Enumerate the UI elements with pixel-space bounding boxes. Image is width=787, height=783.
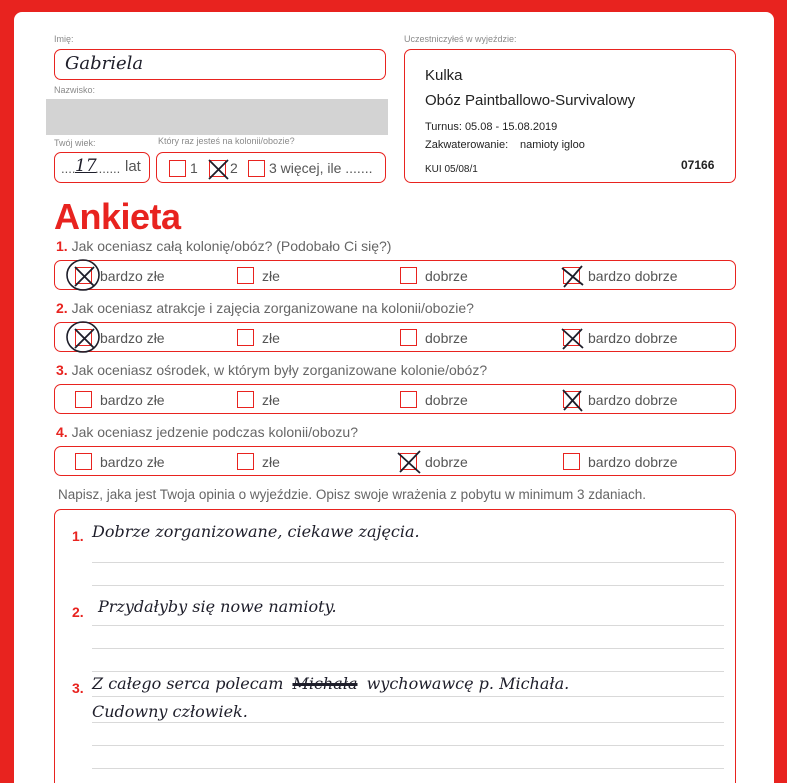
q4-checkbox-bardzo-zle[interactable] (75, 453, 92, 470)
participant-line2: Obóz Paintballowo-Survivalowy (425, 92, 636, 109)
q2-option-zle: złe (262, 330, 280, 346)
comment-2-number: 2. (72, 604, 84, 620)
question-3-text (56, 362, 487, 378)
q3-checkbox-bardzo-zle[interactable] (75, 391, 92, 408)
q1-checkbox-zle[interactable] (237, 267, 254, 284)
participant-number: 07166 (681, 158, 715, 172)
times-checkbox-2[interactable] (209, 160, 226, 177)
participant-code: KUI 05/08/1 (425, 164, 478, 175)
participant-line1: Kulka (425, 67, 463, 84)
question-3-label: Jak oceniasz ośrodek, w którym były zorganizowane kolonie/obóz? (71, 362, 488, 378)
q2-option-dobrze: dobrze (425, 330, 468, 346)
q4-option-bardzo-dobrze: bardzo dobrze (588, 454, 678, 470)
name-value: Gabriela (65, 53, 144, 74)
participant-box (404, 49, 736, 183)
q3-checkbox-dobrze[interactable] (400, 391, 417, 408)
comment-3-text-end: wychowawcę p. Michała. (366, 674, 570, 693)
ruled-line (92, 625, 724, 626)
q2-checkbox-dobrze[interactable] (400, 329, 417, 346)
check-x-icon (561, 389, 584, 412)
ruled-line (92, 745, 724, 746)
age-field[interactable] (54, 152, 150, 183)
comment-3-text-start: Z całego serca polecam (92, 674, 284, 693)
ruled-line (92, 562, 724, 563)
times-checkbox-1[interactable] (169, 160, 186, 177)
comment-3-text (92, 674, 569, 693)
comment-3-number: 3. (72, 680, 84, 696)
times-option-3: 3 więcej, ile ....... (269, 160, 373, 176)
hand-circle-icon (65, 319, 105, 355)
check-x-icon (207, 158, 230, 181)
times-option-2: 2 (230, 160, 238, 176)
q1-option-dobrze: dobrze (425, 268, 468, 284)
q4-option-zle: złe (262, 454, 280, 470)
q4-checkbox-dobrze[interactable] (400, 453, 417, 470)
name-label: Imię: (54, 34, 74, 44)
q4-checkbox-bardzo-dobrze[interactable] (563, 453, 580, 470)
q4-option-dobrze: dobrze (425, 454, 468, 470)
q1-option-zle: złe (262, 268, 280, 284)
age-dots-after: ....... (95, 161, 121, 176)
comments-box[interactable] (54, 509, 736, 783)
question-4-number: 4. (56, 424, 68, 440)
question-1-label: Jak oceniasz całą kolonię/obóz? (Podobało Ci się?) (71, 238, 392, 254)
age-label: Twój wiek: (54, 138, 96, 148)
survey-sheet (14, 12, 774, 783)
q1-option-bardzo-dobrze: bardzo dobrze (588, 268, 678, 284)
name-field[interactable] (54, 49, 386, 80)
q2-option-bardzo-zle: bardzo złe (100, 330, 165, 346)
question-2-number: 2. (56, 300, 68, 316)
q3-option-zle: złe (262, 392, 280, 408)
ruled-line (92, 671, 724, 672)
comment-3-line2: Cudowny człowiek. (92, 702, 248, 721)
q2-option-bardzo-dobrze: bardzo dobrze (588, 330, 678, 346)
question-3-number: 3. (56, 362, 68, 378)
age-unit: lat (125, 158, 141, 175)
q3-option-dobrze: dobrze (425, 392, 468, 408)
ruled-line (92, 768, 724, 769)
age-value: 17 (75, 156, 97, 176)
q3-checkbox-zle[interactable] (237, 391, 254, 408)
q4-option-bardzo-zle: bardzo złe (100, 454, 165, 470)
participant-turnus: Turnus: 05.08 - 15.08.2019 (425, 121, 558, 133)
q3-option-bardzo-dobrze: bardzo dobrze (588, 392, 678, 408)
comment-3-crossed-out: Michała (292, 674, 358, 693)
question-4-text (56, 424, 358, 440)
q1-option-bardzo-zle: bardzo złe (100, 268, 165, 284)
q1-checkbox-dobrze[interactable] (400, 267, 417, 284)
ruled-line (92, 648, 724, 649)
question-3-options (54, 384, 736, 414)
surname-redaction (46, 99, 388, 135)
surname-label: Nazwisko: (54, 85, 96, 95)
participant-label: Uczestniczyłeś w wyjeździe: (404, 34, 517, 44)
question-2-options (54, 322, 736, 352)
ruled-line (92, 585, 724, 586)
question-2-label: Jak oceniasz atrakcje i zajęcia zorganizowane na kolonii/obozie? (71, 300, 474, 316)
comment-2-text: Przydałyby się nowe namioty. (98, 597, 337, 616)
comments-prompt: Napisz, jaka jest Twoja opinia o wyjeździe. Opisz swoje wrażenia z pobytu w minimum 3 zdaniach. (58, 487, 647, 502)
ruled-line (92, 696, 724, 697)
ruled-line (92, 722, 724, 723)
question-1-options (54, 260, 736, 290)
q2-checkbox-zle[interactable] (237, 329, 254, 346)
question-4-label: Jak oceniasz jedzenie podczas kolonii/obozu? (71, 424, 358, 440)
q2-checkbox-bardzo-dobrze[interactable] (563, 329, 580, 346)
times-checkbox-3[interactable] (248, 160, 265, 177)
question-1-text (56, 238, 391, 254)
times-label: Który raz jesteś na kolonii/obozie? (158, 136, 295, 146)
age-dots-before: .... (61, 161, 76, 176)
question-2-text (56, 300, 474, 316)
times-field (156, 152, 386, 183)
times-option-1: 1 (190, 160, 198, 176)
comment-1-text: Dobrze zorganizowane, ciekawe zajęcia. (92, 522, 420, 541)
check-x-icon (561, 327, 584, 350)
question-4-options (54, 446, 736, 476)
check-x-icon (561, 265, 584, 288)
hand-circle-icon (65, 257, 105, 293)
q4-checkbox-zle[interactable] (237, 453, 254, 470)
survey-title: Ankieta (54, 196, 181, 237)
check-x-icon (398, 451, 421, 474)
q1-checkbox-bardzo-dobrze[interactable] (563, 267, 580, 284)
q3-checkbox-bardzo-dobrze[interactable] (563, 391, 580, 408)
q3-option-bardzo-zle: bardzo złe (100, 392, 165, 408)
participant-zakwaterowanie-label: Zakwaterowanie: (425, 139, 509, 151)
comment-1-number: 1. (72, 528, 84, 544)
participant-zakwaterowanie-value: namioty igloo (520, 139, 585, 151)
question-1-number: 1. (56, 238, 68, 254)
